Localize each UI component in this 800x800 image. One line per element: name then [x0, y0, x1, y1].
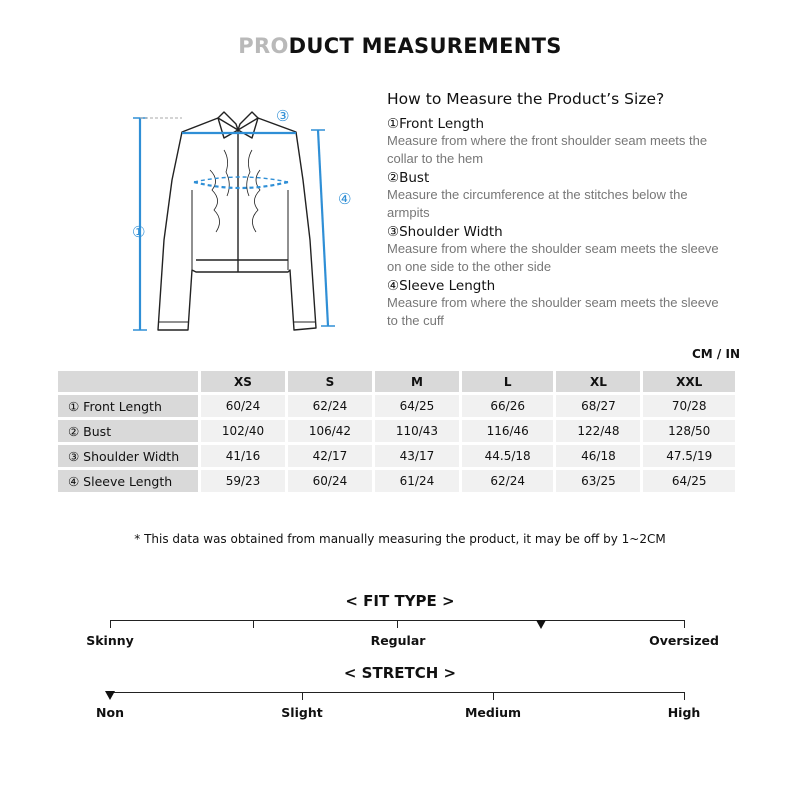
marker-shoulder-width: ③	[276, 107, 290, 125]
bust-desc: Measure the circumference at the stitches below the armpits	[387, 187, 688, 220]
table-row	[58, 445, 735, 467]
stretch-marker	[105, 691, 115, 700]
stretch-tick	[302, 692, 303, 700]
stretch-label-medium: Medium	[464, 705, 522, 720]
how-to-measure-heading: How to Measure the Product’s Size?	[387, 90, 665, 108]
table-cell: 47.5/19	[643, 445, 735, 467]
shirt-measurement-diagram	[100, 90, 380, 350]
table-cell: 44.5/18	[462, 445, 554, 467]
page-title	[0, 34, 800, 58]
sleeve-length-desc: Measure from where the shoulder seam meets the sleeve to the cuff	[387, 295, 719, 328]
marker-sleeve-length: ④	[338, 190, 352, 208]
row-label: ① Front Length	[58, 395, 198, 417]
table-corner-cell	[58, 371, 198, 392]
shirt-body-outline	[158, 118, 316, 330]
table-cell: 116/46	[462, 420, 554, 442]
table-cell: 106/42	[288, 420, 372, 442]
row-label: ④ Sleeve Length	[58, 470, 198, 492]
size-header: XS	[201, 371, 285, 392]
size-header: XL	[556, 371, 640, 392]
table-cell: 62/24	[462, 470, 554, 492]
table-cell: 60/24	[201, 395, 285, 417]
fit-label-regular: Regular	[370, 633, 426, 648]
fit-label-skinny: Skinny	[86, 633, 134, 648]
marker-front-length: ①	[132, 223, 146, 241]
fit-label-oversized: Oversized	[649, 633, 719, 648]
size-header: XXL	[643, 371, 735, 392]
table-row	[58, 395, 735, 417]
table-cell: 46/18	[556, 445, 640, 467]
table-cell: 42/17	[288, 445, 372, 467]
table-cell: 43/17	[375, 445, 459, 467]
fit-type-tick	[253, 620, 254, 628]
row-label: ③ Shoulder Width	[58, 445, 198, 467]
table-cell: 61/24	[375, 470, 459, 492]
table-cell: 70/28	[643, 395, 735, 417]
table-cell: 64/25	[643, 470, 735, 492]
table-cell: 110/43	[375, 420, 459, 442]
size-header: S	[288, 371, 372, 392]
table-cell: 128/50	[643, 420, 735, 442]
fit-type-tick	[397, 620, 398, 628]
table-cell: 62/24	[288, 395, 372, 417]
measurement-note: * This data was obtained from manually measuring the product, it may be off by 1~2CM	[134, 532, 666, 546]
fit-type-tick	[684, 620, 685, 628]
row-label: ② Bust	[58, 420, 198, 442]
unit-label: CM / IN	[692, 347, 740, 361]
table-cell: 122/48	[556, 420, 640, 442]
table-cell: 66/26	[462, 395, 554, 417]
table-header-row	[58, 371, 735, 392]
table-cell: 68/27	[556, 395, 640, 417]
fit-type-title: < FIT TYPE >	[345, 592, 455, 610]
table-cell: 59/23	[201, 470, 285, 492]
table-cell: 63/25	[556, 470, 640, 492]
size-header: L	[462, 371, 554, 392]
size-header: M	[375, 371, 459, 392]
table-row	[58, 470, 735, 492]
front-length-desc: Measure from where the front shoulder seam meets the collar to the hem	[387, 133, 708, 166]
bust-title: ②Bust	[387, 170, 430, 186]
stretch-label-slight: Slight	[281, 705, 323, 720]
stretch-label-non: Non	[96, 705, 124, 720]
stretch-label-high: High	[667, 705, 701, 720]
table-cell: 64/25	[375, 395, 459, 417]
front-length-title: ①Front Length	[387, 116, 485, 132]
table-cell: 41/16	[201, 445, 285, 467]
title-faded-part: PRO	[238, 34, 289, 58]
stretch-title: < STRETCH >	[343, 664, 457, 682]
table-row	[58, 420, 735, 442]
sleeve-length-title: ④Sleeve Length	[387, 278, 496, 294]
how-to-measure	[387, 90, 727, 331]
fit-type-tick	[110, 620, 111, 628]
size-table	[55, 368, 738, 495]
fit-type-marker	[536, 620, 546, 629]
title-main-part: DUCT MEASUREMENTS	[288, 34, 562, 58]
stretch-tick	[493, 692, 494, 700]
table-cell: 102/40	[201, 420, 285, 442]
stretch-line	[110, 692, 685, 693]
shoulder-width-title: ③Shoulder Width	[387, 224, 503, 240]
shoulder-width-desc: Measure from where the shoulder seam meets the sleeve on one side to the other side	[387, 241, 719, 274]
table-cell: 60/24	[288, 470, 372, 492]
stretch-tick	[684, 692, 685, 700]
